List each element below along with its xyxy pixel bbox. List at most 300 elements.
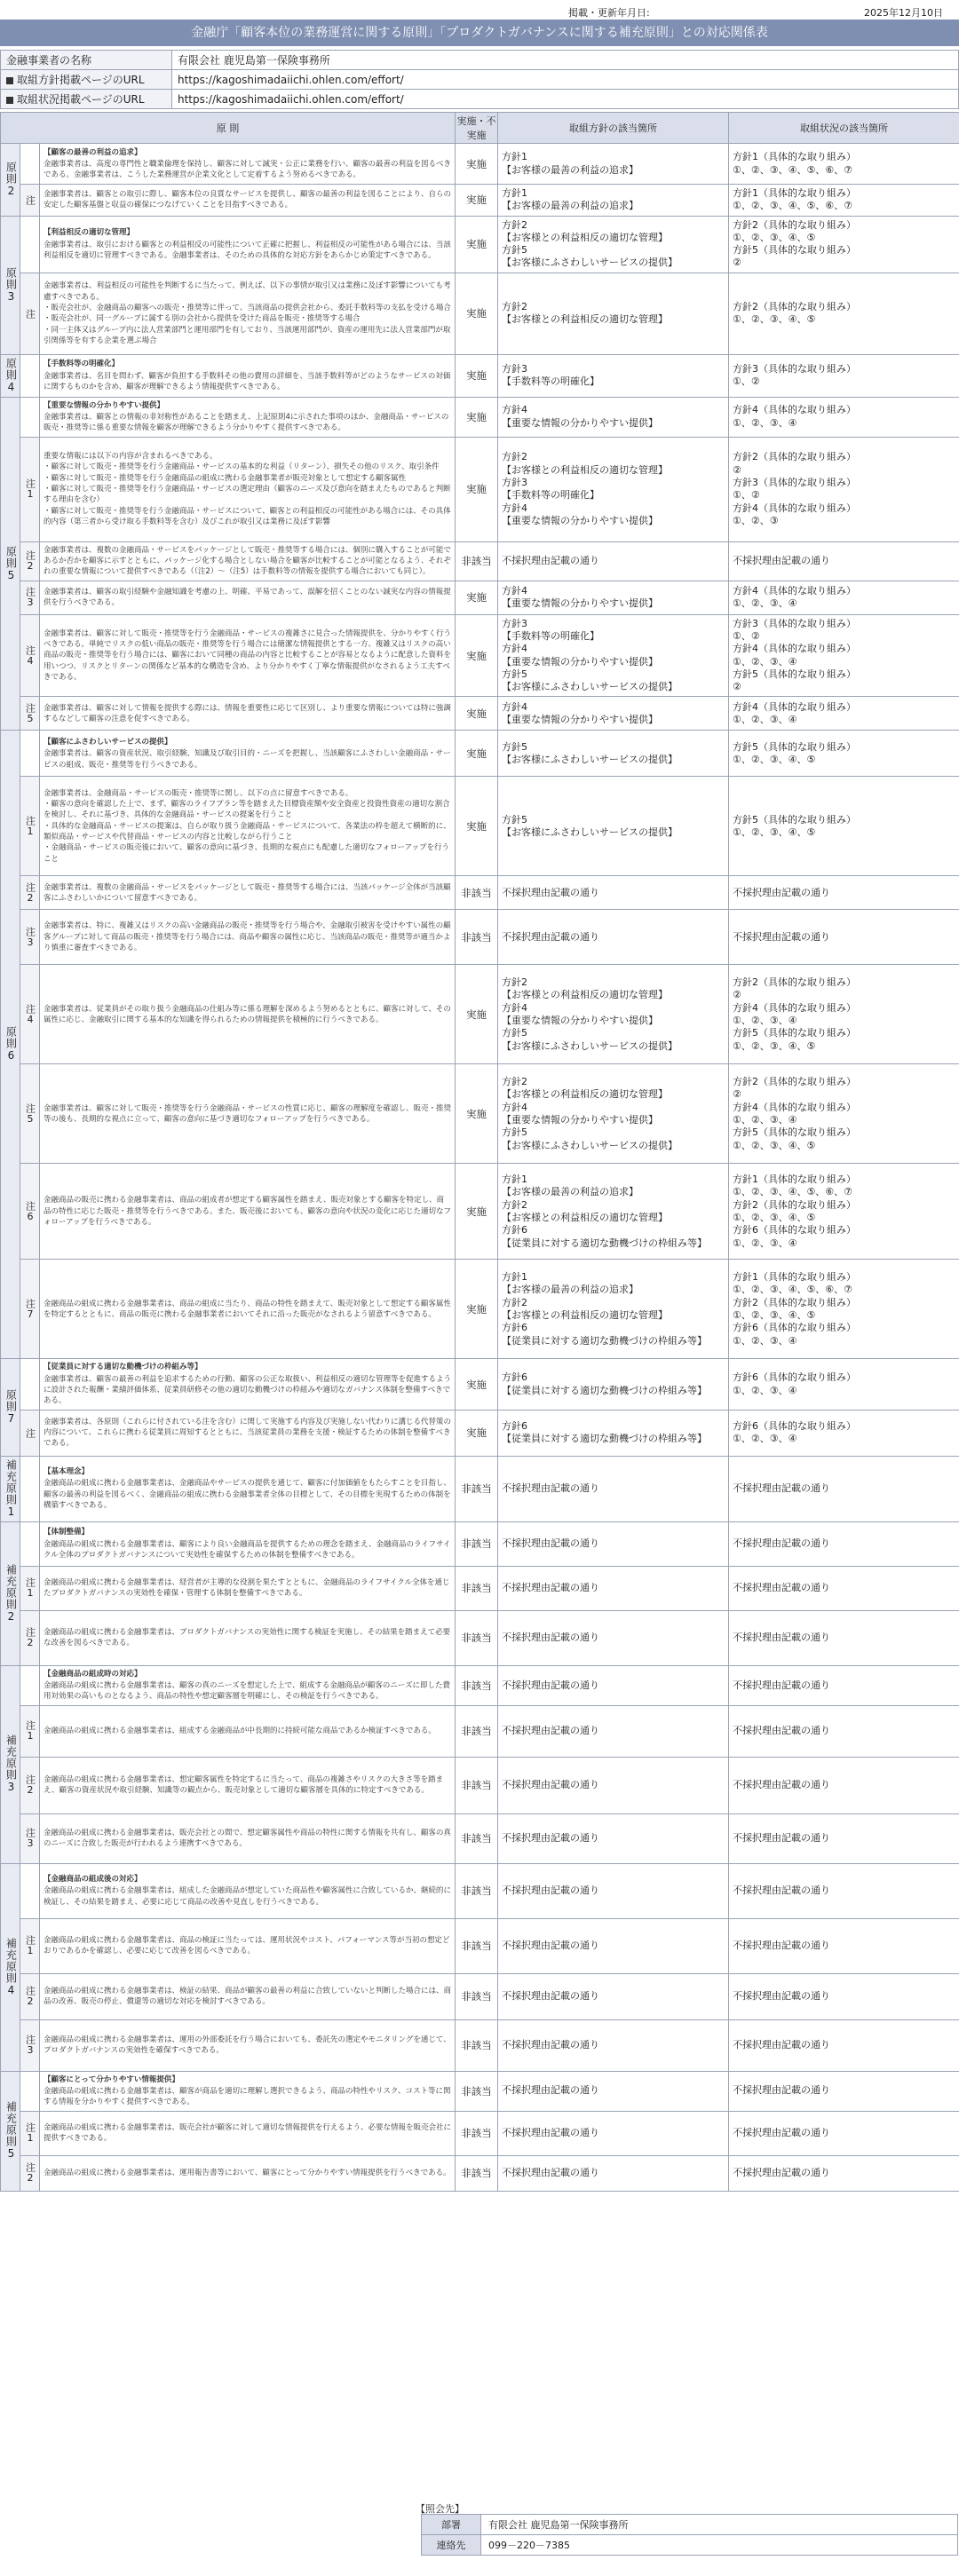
reference-line: 不採択理由記載の通り — [502, 1939, 599, 1951]
implementation-status: 実施 — [456, 1064, 498, 1164]
principle-text-line: 【手数料等の明確化】 — [44, 360, 120, 369]
principle-text-line: 金融事業者は、顧客に対して販売・推奨等を行う金融商品・サービスの複雑さに見合った情報提供を、分かりやすく行うべきである。単純でリスクの低い商品の販売・推奨等を行う場合には簡潔な情報提供とする一方、複雑又はリスクの高い商品の販売・推奨等を行う場合には、顧客において同種の商品の内容と比較することが容易となるように配意した資料を用いつつ、リスクとリターンの関係など基本的な構造を含め、より分かりやすく丁寧な情報提供がなされるよう工夫すべきである。 — [44, 628, 452, 683]
reference-line: 不採択理由記載の通り — [502, 1582, 599, 1594]
principle-text-line: 金融事業者は、複数の金融商品・サービスをパッケージとして販売・推奨等する場合には、個別に購入することが可能であるか否かを顧客に示すとともに、パッケージ化する場合としない場合を顧客が比較することが可能となるよう、それぞれの重要な情報について提供すべきである（（注2）～（注5）は手数料等の情報を提供する場合においても同じ）。 — [44, 545, 451, 577]
implementation-status: 非該当 — [456, 1863, 498, 1918]
reference-line: 不採択理由記載の通り — [733, 2038, 830, 2051]
principle-text-line: 金融商品の組成に携わる金融事業者は、金融商品やサービスの提供を通じて、顧客に付加価値をもたらすことを目指し、顧客の最善の利益を図るべく、金融商品の組成に携わる金融事業者全体の目標として、その目標を実現するための体制を構築すべきである。 — [44, 1479, 451, 1510]
updated-date: 2025年12月10日 — [864, 7, 943, 19]
note-label: 注3 — [20, 2019, 40, 2071]
reference-line: 【お客様にふさわしいサービスの提供】 — [502, 753, 678, 765]
principle-text-line: ・金融商品・サービスの販売後において、顧客の意向に基づき、長期的な視点にも配慮した適切なフォローアップを行うこと — [44, 843, 450, 864]
table-row — [1, 1359, 959, 1410]
principle-text-line: ・同一主体又はグループ内に法人営業部門と運用部門を有しており、当該運用部門が、資産の運用先に法人営業部門が取引関係等を有する企業を選ぶ場合 — [44, 325, 451, 345]
reference-line: 不採択理由記載の通り — [733, 1884, 830, 1896]
reference-line: 不採択理由記載の通り — [502, 886, 599, 898]
status-reference — [729, 2155, 959, 2191]
principle-text-line: 金融商品の組成に携わる金融事業者は、顧客により良い金融商品を提供するための理念を踏まえ、金融商品のライフサイクル全体のプロダクトガバナンスについて実効性を確保するための体制を整備すべきである。 — [44, 1539, 451, 1560]
policy-reference — [498, 1610, 729, 1665]
table-row — [1, 1566, 959, 1610]
principle-text-line: 【金融商品の組成後の対応】 — [44, 1875, 142, 1885]
reference-line: 方針2 — [502, 1198, 527, 1211]
bullet-square-icon — [6, 97, 13, 104]
reference-line: 【お客様との利益相反の適切な管理】 — [502, 313, 668, 326]
reference-line: 不採択理由記載の通り — [733, 1582, 830, 1594]
table-row — [1, 614, 959, 697]
reference-line: ①、②、③、④、⑤、⑥、⑦ — [733, 163, 853, 176]
reference-line: 方針2（具体的な取り組み） — [733, 218, 856, 231]
principle-text-line: ・顧客の意向を確認した上で、まず、顧客のライフプラン等を踏まえた目標資産額や安全資産と投資性資産の適切な割合を検討し、それに基づき、具体的な金融商品・サービスの提案を行うこと — [44, 800, 450, 820]
principle-text — [40, 1973, 456, 2019]
principle-text — [40, 731, 456, 777]
principle-text — [40, 581, 456, 614]
reference-line: ①、②、③、④、⑤、⑥、⑦ — [733, 1186, 853, 1198]
status-reference — [729, 1973, 959, 2019]
reference-line: 方針5 — [502, 813, 527, 826]
status-reference — [729, 144, 959, 185]
reference-line: ①、②、③ — [733, 514, 779, 526]
reference-line: ①、②、③、④ — [733, 1334, 797, 1347]
table-row — [1, 273, 959, 354]
update-meta — [0, 4, 959, 18]
reference-line: 方針4 — [502, 1001, 527, 1014]
reference-line: 不採択理由記載の通り — [502, 555, 599, 567]
implementation-status: 非該当 — [456, 1566, 498, 1610]
policy-url-label-cell — [1, 70, 172, 90]
principle-text — [40, 185, 456, 217]
reference-line: 方針5 — [502, 1027, 527, 1039]
reference-line: 不採択理由記載の通り — [733, 1724, 830, 1736]
reference-line: 【重要な情報の分かりやすい提供】 — [502, 514, 658, 526]
note-label: 注2 — [20, 2155, 40, 2191]
principle-group: 補充原則2 — [1, 1521, 20, 1665]
reference-line: 方針6 — [502, 1419, 527, 1432]
implementation-status: 非該当 — [456, 541, 498, 581]
policy-reference — [498, 1973, 729, 2019]
reference-line: 【手数料等の明確化】 — [502, 375, 599, 388]
reference-line: 方針3（具体的な取り組み） — [733, 617, 856, 629]
reference-line: 方針6（具体的な取り組み） — [733, 1224, 856, 1237]
reference-line: ①、② — [733, 629, 760, 642]
reference-line: 【お客様との利益相反の適切な管理】 — [502, 989, 668, 1001]
principle-text-line: 【顧客にとって分かりやすい情報提供】 — [44, 2074, 179, 2084]
principle-text — [40, 273, 456, 354]
reference-line: 方針1（具体的な取り組み） — [733, 1173, 856, 1186]
reference-line: ①、②、③、④ — [733, 1014, 797, 1026]
status-reference — [729, 1410, 959, 1456]
reference-line: ①、② — [733, 375, 760, 388]
table-row — [1, 354, 959, 397]
reference-line: 方針4（具体的な取り組み） — [733, 584, 856, 597]
note-label: 注 — [20, 185, 40, 217]
note-label: 注1 — [20, 777, 40, 876]
implementation-status: 実施 — [456, 777, 498, 876]
reference-line: 方針1 — [502, 1173, 527, 1186]
status-reference — [729, 910, 959, 965]
principle-text — [40, 910, 456, 965]
principle-text-line: 金融商品の販売に携わる金融事業者は、商品の組成者が想定する顧客属性を踏まえ、販売対象とする顧客を特定し、商品の特性に応じた販売・推奨等を行うべきである。また、販売後においても、顧客の意向や状況の変化に応じた適切なフォローアップを行うべきである。 — [44, 1196, 452, 1228]
principle-text — [40, 697, 456, 731]
reference-line: ①、②、③、④ — [733, 1237, 797, 1249]
status-reference — [729, 1260, 959, 1359]
reference-line: 不採択理由記載の通り — [502, 1831, 599, 1844]
principle-text-line: ・販売会社が、同一グループに属する別の会社から提供を受けた商品を販売・推奨等する場合 — [44, 314, 361, 324]
reference-line: 【従業員に対する適切な動機づけの枠組み等】 — [502, 1433, 707, 1445]
table-row — [1, 965, 959, 1064]
status-reference — [729, 1610, 959, 1665]
reference-line: 方針1（具体的な取り組み） — [733, 187, 856, 199]
status-reference — [729, 697, 959, 731]
note-label: 注5 — [20, 697, 40, 731]
company-info-table — [0, 50, 959, 109]
reference-line: 方針6 — [502, 1371, 527, 1384]
note-label: 注 — [20, 273, 40, 354]
table-row — [1, 1410, 959, 1456]
reference-line: 方針4 — [502, 584, 527, 597]
reference-line: 方針2 — [502, 976, 527, 989]
principles-table-body — [1, 144, 959, 2192]
policy-reference — [498, 1813, 729, 1863]
reference-line: ①、②、③、④、⑤ — [733, 1211, 816, 1223]
principle-text — [40, 1610, 456, 1665]
policy-reference — [498, 1757, 729, 1813]
reference-line: 不採択理由記載の通り — [502, 1632, 599, 1644]
table-row — [1, 1918, 959, 1973]
note-label: 注3 — [20, 910, 40, 965]
policy-reference — [498, 273, 729, 354]
policy-reference — [498, 614, 729, 697]
status-reference — [729, 1566, 959, 1610]
reference-line: 【重要な情報の分かりやすい提供】 — [502, 1014, 658, 1026]
principle-text — [40, 1705, 456, 1757]
policy-reference — [498, 1260, 729, 1359]
reference-line: 不採択理由記載の通り — [733, 1482, 830, 1495]
policy-reference — [498, 910, 729, 965]
principle-text-line: 金融事業者は、顧客に対して情報を提供する際には、情報を重要性に応じて区別し、より重要な情報については特に強調するなどして顧客の注意を促すべきである。 — [44, 703, 451, 723]
principle-text — [40, 1260, 456, 1359]
status-reference — [729, 2111, 959, 2155]
reference-line: 不採択理由記載の通り — [733, 886, 830, 898]
note-label — [20, 144, 40, 185]
status-reference — [729, 1456, 959, 1521]
principle-text-line: 金融事業者は、顧客に対して販売・推奨等を行う金融商品・サービスの性質に応じ、顧客の理解度を確認し、販売・推奨等の後も、長期的な視点に立って、顧客の意向に基づき適切なフォローアップを行うべきである。 — [44, 1103, 452, 1124]
principle-text — [40, 1566, 456, 1610]
principle-text — [40, 1863, 456, 1918]
note-label: 注1 — [20, 437, 40, 541]
reference-line: 方針4（具体的な取り組み） — [733, 1001, 856, 1014]
principle-group: 原則3 — [1, 216, 20, 354]
reference-line: 不採択理由記載の通り — [502, 2038, 599, 2051]
principle-text-line: 【基本理念】 — [44, 1467, 90, 1477]
reference-line: 不採択理由記載の通り — [502, 1778, 599, 1790]
principle-group: 原則2 — [1, 144, 20, 217]
reference-line: 【手数料等の明確化】 — [502, 489, 599, 502]
implementation-status: 非該当 — [456, 1813, 498, 1863]
reference-line: 不採択理由記載の通り — [733, 1939, 830, 1951]
reference-line: 不採択理由記載の通り — [502, 2126, 599, 2138]
implementation-status: 非該当 — [456, 2155, 498, 2191]
table-row — [1, 697, 959, 731]
column-header-policy-place: 取組方針の該当箇所 — [498, 113, 729, 144]
table-row — [1, 1521, 959, 1566]
reference-line: 不採択理由記載の通り — [733, 1679, 830, 1691]
note-label: 注2 — [20, 1610, 40, 1665]
note-label: 注1 — [20, 1566, 40, 1610]
table-row — [1, 2155, 959, 2191]
principle-group: 原則6 — [1, 731, 20, 1359]
policy-reference — [498, 777, 729, 876]
policy-reference — [498, 876, 729, 910]
reference-line: 方針3（具体的な取り組み） — [733, 476, 856, 488]
table-row — [1, 2071, 959, 2111]
implementation-status: 実施 — [456, 581, 498, 614]
reference-line: 方針6（具体的な取り組み） — [733, 1322, 856, 1334]
principle-text — [40, 1456, 456, 1521]
policy-reference — [498, 1521, 729, 1566]
implementation-status: 実施 — [456, 731, 498, 777]
policy-reference — [498, 2155, 729, 2191]
reference-line: 方針2 — [502, 451, 527, 463]
policy-url[interactable]: https://kagoshimadaiichi.ohlen.com/effort/ — [172, 70, 959, 90]
principle-group: 原則4 — [1, 354, 20, 397]
principle-text-line: 金融事業者は、金融商品・サービスの販売・推奨等に関し、以下の点に留意すべきである。 — [44, 788, 353, 798]
principle-text — [40, 2111, 456, 2155]
table-row — [1, 581, 959, 614]
implementation-status: 非該当 — [456, 2019, 498, 2071]
reference-line: 【重要な情報の分かりやすい提供】 — [502, 597, 658, 610]
table-row — [1, 541, 959, 581]
reference-line: 方針5（具体的な取り組み） — [733, 740, 856, 753]
reference-line: 【お客様にふさわしいサービスの提供】 — [502, 681, 678, 693]
reference-line: 方針4 — [502, 643, 527, 655]
status-reference — [729, 731, 959, 777]
table-row — [1, 1260, 959, 1359]
policy-reference — [498, 1918, 729, 1973]
policy-reference — [498, 397, 729, 437]
principle-text-line: ・顧客に対して販売・推奨等を行う金融商品の組成に携わる金融事業者が販売対象として想定する顧客属性 — [44, 473, 407, 483]
status-reference — [729, 1164, 959, 1260]
note-label — [20, 731, 40, 777]
status-reference — [729, 1813, 959, 1863]
status-reference — [729, 2071, 959, 2111]
policy-reference — [498, 1164, 729, 1260]
reference-line: 不採択理由記載の通り — [733, 1537, 830, 1550]
reference-line: ①、②、③、④、⑤ — [733, 826, 816, 838]
reference-line: ② — [733, 463, 741, 476]
reference-line: 方針5 — [502, 740, 527, 753]
principle-text-line: ・具体的な金融商品・サービスの提案は、自らが取り扱う金融商品・サービスについて、各業法の枠を超えて横断的に、類似商品・サービスや代替商品・サービスの内容と比較しながら行うこと — [44, 821, 451, 842]
policy-url-label: 取組方針掲載ページのURL — [17, 74, 145, 86]
status-url[interactable]: https://kagoshimadaiichi.ohlen.com/effort/ — [172, 90, 959, 109]
reference-line: ② — [733, 1088, 741, 1101]
implementation-status: 非該当 — [456, 1665, 498, 1705]
principle-text-line: 金融商品の組成に携わる金融事業者は、想定顧客属性を特定するに当たって、商品の複雑さやリスクの大きさ等を踏まえ、顧客の資産状況や取引経験、知識等の観点から、販売対象として適切な顧客層を具体的に特定すべきである。 — [44, 1774, 444, 1796]
principle-text-line: 重要な情報には以下の内容が含まれるべきである。 — [44, 452, 218, 462]
principle-text-line: 金融事業者は、利益相反の可能性を判断するに当たって、例えば、以下の事情が取引又は業務に及ぼす影響についても考慮すべきである。 — [44, 281, 451, 302]
implementation-status: 実施 — [456, 437, 498, 541]
status-reference — [729, 1665, 959, 1705]
reference-line: 方針2 — [502, 1296, 527, 1308]
principle-text-line: ・顧客に対して販売・推奨等を行う金融商品・サービスの基本的な利益（リターン）、損失その他のリスク、取引条件 — [44, 462, 440, 472]
principle-text-line: 金融事業者は、顧客の取引経験や金融知識を考慮の上、明確、平易であって、誤解を招くことのない誠実な内容の情報提供を行うべきである。 — [44, 587, 451, 608]
principle-text-line: 【顧客にふさわしいサービスの提供】 — [44, 737, 172, 747]
status-reference — [729, 2019, 959, 2071]
implementation-status: 実施 — [456, 185, 498, 217]
principle-text-line: 金融事業者は、名目を問わず、顧客が負担する手数料その他の費用の詳細を、当該手数料等がどのようなサービスの対価に関するものかを含め、顧客が理解できるよう情報提供すべきである。 — [44, 371, 451, 391]
note-label — [20, 397, 40, 437]
reference-line: 方針2（具体的な取り組み） — [733, 451, 856, 463]
reference-line: 方針2 — [502, 218, 527, 231]
dept-value: 有限会社 鹿児島第一保険事務所 — [481, 2515, 958, 2535]
table-row — [1, 1456, 959, 1521]
policy-reference — [498, 2019, 729, 2071]
note-label: 注2 — [20, 541, 40, 581]
policy-reference — [498, 581, 729, 614]
table-row — [1, 1610, 959, 1665]
reference-line: 【従業員に対する適切な動機づけの枠組み等】 — [502, 1384, 707, 1396]
reference-line: 不採択理由記載の通り — [733, 1831, 830, 1844]
note-label — [20, 2071, 40, 2111]
principle-text — [40, 541, 456, 581]
status-reference — [729, 437, 959, 541]
reference-line: ①、②、③、④、⑤ — [733, 1139, 816, 1151]
note-label: 注3 — [20, 581, 40, 614]
implementation-status: 実施 — [456, 354, 498, 397]
implementation-status: 非該当 — [456, 2111, 498, 2155]
reference-line: 【お客様にふさわしいサービスの提供】 — [502, 1039, 678, 1052]
principle-text-line: ・販売会社が、金融商品の顧客への販売・推奨等に伴って、当該商品の提供会社から、委託手数料等の支払を受ける場合 — [44, 303, 451, 312]
reference-line: 【重要な情報の分かりやすい提供】 — [502, 1113, 658, 1126]
reference-line: ② — [733, 681, 741, 693]
reference-line: 方針4（具体的な取り組み） — [733, 404, 856, 416]
reference-line: ①、②、③、④、⑤ — [733, 313, 816, 326]
principle-text-line: 金融商品の組成に携わる金融事業者は、顧客の真のニーズを想定した上で、組成する金融商品が顧客のニーズに即した費用対効果の高いものとなるよう、商品の特性や想定顧客層を明確にし、その検証を行うべきである。 — [44, 1681, 450, 1702]
principle-text — [40, 614, 456, 697]
implementation-status: 実施 — [456, 965, 498, 1064]
implementation-status: 実施 — [456, 1164, 498, 1260]
reference-line: 方針2（具体的な取り組み） — [733, 300, 856, 312]
table-row — [1, 216, 959, 273]
principle-text-line: 金融商品の組成に携わる金融事業者は、商品の検証に当たっては、運用状況やコスト、パフォーマンス等が当初の想定どおりであるかを確認し、必要に応じて改善を図るべきである。 — [44, 1935, 450, 1956]
status-reference — [729, 1359, 959, 1410]
principle-group: 補充原則4 — [1, 1863, 20, 2071]
reference-line: 【お客様との利益相反の適切な管理】 — [502, 463, 668, 476]
implementation-status: 実施 — [456, 397, 498, 437]
reference-line: 方針6（具体的な取り組み） — [733, 1371, 856, 1384]
reference-line: ② — [733, 989, 741, 1001]
principle-text — [40, 437, 456, 541]
reference-line: 【重要な情報の分かりやすい提供】 — [502, 416, 658, 429]
reference-line: 方針1（具体的な取り組み） — [733, 151, 856, 163]
status-reference — [729, 1064, 959, 1164]
page-title: 金融庁「顧客本位の業務運営に関する原則」「プロダクトガバナンスに関する補充原則」との対応関係表 — [0, 20, 959, 46]
implementation-status: 実施 — [456, 614, 498, 697]
reference-line: 方針4 — [502, 404, 527, 416]
reference-line: 【お客様の最善の利益の追求】 — [502, 163, 638, 176]
column-header-implementation: 実施・不実施 — [456, 113, 498, 144]
principle-text-line: 【体制整備】 — [44, 1528, 90, 1537]
table-row — [1, 1705, 959, 1757]
policy-reference — [498, 1456, 729, 1521]
principle-text-line: 金融事業者は、顧客との情報の非対称性があることを踏まえ、上記原則4に示された事項のほか、金融商品・サービスの販売・推奨等に係る重要な情報を顧客が理解できるよう分かりやすく提供すべきである。 — [44, 413, 449, 433]
reference-line: ①、②、③、④、⑤ — [733, 1308, 816, 1321]
note-label: 注1 — [20, 2111, 40, 2155]
implementation-status: 非該当 — [456, 2071, 498, 2111]
principle-text-line: 【重要な情報の分かりやすい提供】 — [44, 400, 165, 410]
note-label: 注 — [20, 1410, 40, 1456]
reference-line: 不採択理由記載の通り — [502, 1989, 599, 2002]
policy-reference — [498, 216, 729, 273]
principle-text — [40, 1521, 456, 1566]
reference-line: 【お客様との利益相反の適切な管理】 — [502, 1308, 668, 1321]
implementation-status: 実施 — [456, 1359, 498, 1410]
status-reference — [729, 876, 959, 910]
reference-line: 方針5 — [502, 244, 527, 257]
principle-text — [40, 1757, 456, 1813]
company-value: 有限会社 鹿児島第一保険事務所 — [172, 51, 959, 70]
table-row — [1, 1064, 959, 1164]
reference-line: 不採択理由記載の通り — [733, 2084, 830, 2097]
principle-text-line: 金融商品の組成に携わる金融事業者は、商品の組成に当たり、商品の特性を踏まえて、販売対象として想定する顧客属性を特定するとともに、商品の販売に携わる金融事業者においてそれに沿った販売がなされるよう留意すべきである。 — [44, 1299, 451, 1319]
policy-reference — [498, 354, 729, 397]
reference-line: 方針2（具体的な取り組み） — [733, 1198, 856, 1211]
implementation-status: 実施 — [456, 273, 498, 354]
principle-group: 補充原則5 — [1, 2071, 20, 2191]
principle-text — [40, 1359, 456, 1410]
reference-line: 不採択理由記載の通り — [733, 1778, 830, 1790]
table-row — [1, 1164, 959, 1260]
reference-line: 方針4（具体的な取り組み） — [733, 1101, 856, 1113]
table-row — [1, 1813, 959, 1863]
table-row — [1, 777, 959, 876]
status-reference — [729, 614, 959, 697]
table-row — [1, 437, 959, 541]
reference-line: 不採択理由記載の通り — [733, 1632, 830, 1644]
reference-line: 不採択理由記載の通り — [502, 2166, 599, 2178]
reference-line: 不採択理由記載の通り — [733, 930, 830, 943]
policy-reference — [498, 1064, 729, 1164]
principle-text — [40, 216, 456, 273]
status-reference — [729, 1863, 959, 1918]
column-header-principle: 原 則 — [1, 113, 456, 144]
reference-line: 不採択理由記載の通り — [733, 2166, 830, 2178]
note-label: 注3 — [20, 1813, 40, 1863]
principle-text — [40, 1064, 456, 1164]
note-label — [20, 1359, 40, 1410]
reference-line: 不採択理由記載の通り — [502, 1724, 599, 1736]
implementation-status: 実施 — [456, 1410, 498, 1456]
policy-reference — [498, 1359, 729, 1410]
table-row — [1, 1863, 959, 1918]
table-row — [1, 185, 959, 217]
table-row — [1, 397, 959, 437]
principle-text-line: 金融商品の組成に携わる金融事業者は、組成した金融商品が想定していた商品性や顧客属性に合致しているか、継続的に検証し、その結果を踏まえ、必要に応じて商品の改善や見直しを行うべきである。 — [44, 1886, 452, 1907]
reference-line: 方針4（具体的な取り組み） — [733, 502, 856, 514]
reference-line: ①、②、③、④ — [733, 655, 797, 668]
implementation-status: 非該当 — [456, 1973, 498, 2019]
reference-line: 方針5（具体的な取り組み） — [733, 668, 856, 680]
principle-text — [40, 1164, 456, 1260]
note-label — [20, 354, 40, 397]
principle-text-line: 金融事業者は、顧客の最善の利益を追求するための行動、顧客の公正な取扱い、利益相反の適切な管理等を促進するように設計された報酬・業績評価体系、従業員研修その他の適切な動機づけの枠組みや適切なガバナンス体制を整備すべきである。 — [44, 1374, 452, 1406]
note-label: 注4 — [20, 965, 40, 1064]
dept-label: 部署 — [422, 2515, 481, 2535]
reference-line: 方針5（具体的な取り組み） — [733, 244, 856, 257]
principle-text — [40, 144, 456, 185]
implementation-status: 実施 — [456, 216, 498, 273]
implementation-status: 非該当 — [456, 910, 498, 965]
status-reference — [729, 397, 959, 437]
